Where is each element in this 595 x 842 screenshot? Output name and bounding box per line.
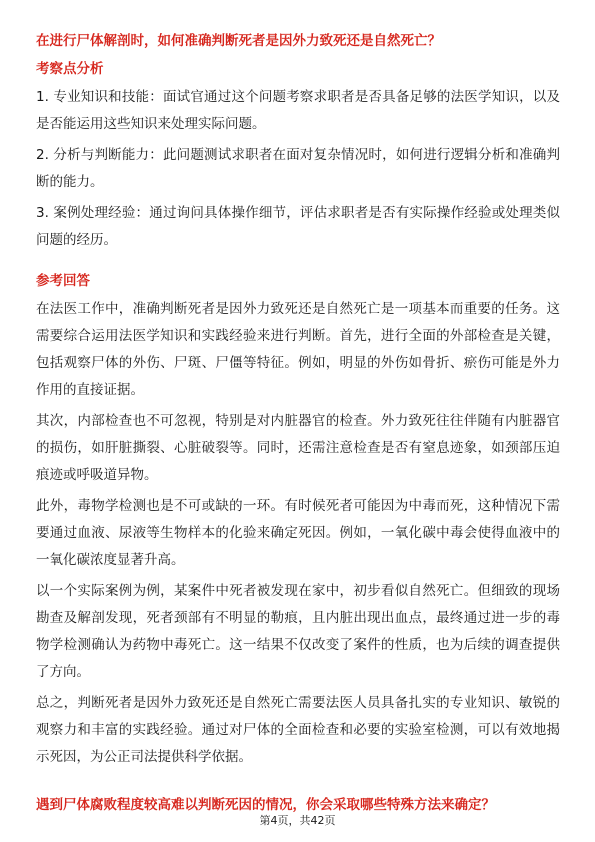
answer-paragraph: 以一个实际案例为例，某案件中死者被发现在家中，初步看似自然死亡。但细致的现场勘查及解剖发现，死者颈部有不明显的勒痕，且内脏出现出血点，最终通过进一步的毒物学检测确认为药物中毒死亡。这一结果不仅改变了案件的性质，也为后续的调查提供了方向。 [36,583,560,680]
answer-heading: 参考回答 [36,273,90,289]
answer-paragraph: 其次，内部检查也不可忽视，特别是对内脏器官的检查。外力致死往往伴随有内脏器官的损伤，如肝脏撕裂、心脏破裂等。同时，还需注意检查是否有窒息迹象，如颈部压迫痕迹或呼吸道异物。 [36,413,560,483]
answer-paragraph: 总之，判断死者是因外力致死还是自然死亡需要法医人员具备扎实的专业知识、敏锐的观察力和丰富的实践经验。通过对尸体的全面检查和必要的实验室检测，可以有效地揭示死因，为公正司法提供科学依据。 [36,695,560,765]
document-page [36,30,560,775]
analysis-point: 3. 案例处理经验：通过询问具体操作细节，评估求职者是否有实际操作经验或处理类似问题的经历。 [36,205,560,248]
analysis-point: 1. 专业知识和技能：面试官通过这个问题考察求职者是否具备足够的法医学知识，以及是否能运用这些知识来处理实际问题。 [36,89,560,132]
answer-paragraph: 在法医工作中，准确判断死者是因外力致死还是自然死亡是一项基本而重要的任务。这需要综合运用法医学知识和实践经验来进行判断。首先，进行全面的外部检查是关键，包括观察尸体的外伤、尸斑、尸僵等特征。例如，明显的外伤如骨折、瘀伤可能是外力作用的直接证据。 [36,301,560,398]
analysis-section [36,58,560,254]
next-question-title: 遇到尸体腐败程度较高难以判断死因的情况，你会采取哪些特殊方法来确定？ [36,797,495,813]
answer-section [36,270,560,771]
question-title: 在进行尸体解剖时，如何准确判断死者是因外力致死还是自然死亡？ [36,33,441,49]
analysis-point: 2. 分析与判断能力：此问题测试求职者在面对复杂情况时，如何进行逻辑分析和准确判断的能力。 [36,147,560,190]
page-number: 第4页，共42页 [259,814,336,827]
answer-paragraph: 此外，毒物学检测也是不可或缺的一环。有时候死者可能因为中毒而死，这种情况下需要通过血液、尿液等生物样本的化验来确定死因。例如，一氧化碳中毒会使得血液中的一氧化碳浓度显著升高。 [36,498,560,568]
analysis-heading: 考察点分析 [36,61,104,77]
